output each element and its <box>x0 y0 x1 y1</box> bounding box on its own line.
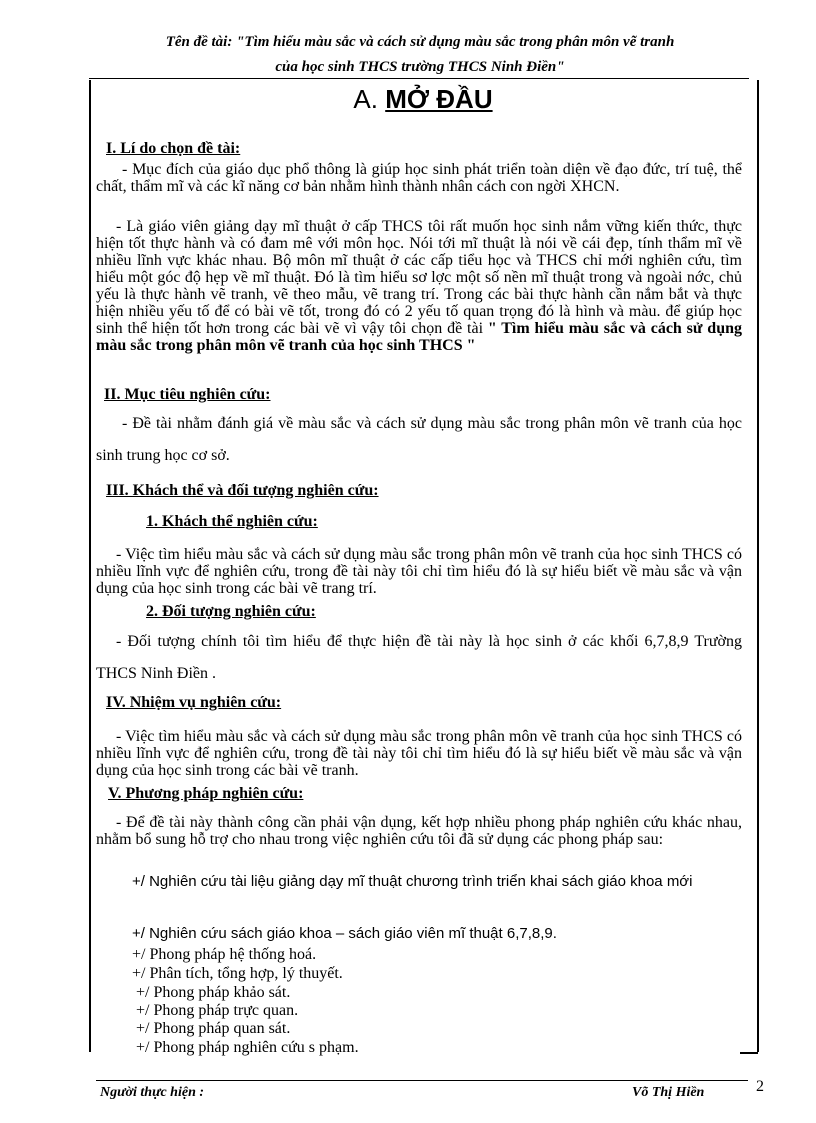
method-item-2: +/ Nghiên cứu sách giáo khoa – sách giáo viên mĩ thuật 6,7,8,9. <box>132 925 557 942</box>
section-2-heading: II. Mục tiêu nghiên cứu: <box>104 386 271 403</box>
section-1-topic-title: " Tìm hiểu màu sắc và cách sử dụng màu sắc trong phân môn vẽ tranh của học sinh THCS " <box>96 320 742 354</box>
section-2-paragraph: - Đề tài nhằm đánh giá về màu sắc và cách sử dụng màu sắc trong phân môn vẽ tranh của học sinh trung học cơ sở. <box>96 415 742 464</box>
footer-author-name: Võ Thị Hiền <box>632 1085 705 1100</box>
page-number: 2 <box>756 1078 764 1095</box>
method-item-4: +/ Phân tích, tổng hợp, lý thuyết. <box>132 965 343 982</box>
method-item-8: +/ Phong pháp nghiên cứu s phạm. <box>136 1039 359 1056</box>
section-3-paragraph-2: - Đối tượng chính tôi tìm hiểu để thực hiện đề tài này là học sinh ở các khối 6,7,8,9 Trường THCS Ninh Điền . <box>96 633 742 682</box>
section-5-heading: V. Phương pháp nghiên cứu: <box>108 785 304 802</box>
section-1-paragraph-2: - Là giáo viên giảng dạy mĩ thuật ở cấp THCS tôi rất muốn học sinh nắm vững kiến thức, thực hiện tốt thực hành và có đam mê với môn học. Nói tới mĩ thuật là nói về cái đẹp, tính thẩm mĩ về nhiều lĩnh vực khác nhau. Bộ môn mĩ thuật ở các cấp tiểu học và THCS chỉ mới nghiên cứu, tìm hiểu một góc độ hẹp về mĩ thuật. Đó là tìm hiểu sơ lợc một số nền mĩ thuật trong và ngoài nớc, chủ yếu là thực hành vẽ tranh, vẽ theo mẫu, vẽ trang trí. Trong các bài thực hành cần nắm bắt và thực hiện nhiều yếu tố để có bài vẽ tốt, trong đó có 2 yếu tố quan trọng đó là hình và màu. để giúp học sinh thể hiện tốt hơn trong các bài vẽ vì vậy tôi chọn đề tài " Tìm hiểu màu sắc và cách sử dụng màu sắc trong phân môn vẽ tranh của học sinh THCS " <box>96 218 742 354</box>
section-3-paragraph-1: - Việc tìm hiểu màu sắc và cách sử dụng màu sắc trong phân môn vẽ tranh của học sinh THCS có nhiều lĩnh vực để nghiên cứu, trong đề tài này tôi chỉ tìm hiểu đó là sự hiểu biết về màu sắc và vận dụng của học sinh trong các bài vẽ trang trí. <box>96 546 742 597</box>
footer-rule <box>96 1080 748 1081</box>
frame-left-border <box>89 80 91 1052</box>
page-title-prefix: A. <box>353 84 386 114</box>
page-title-main: MỞ ĐẦU <box>385 84 493 114</box>
method-item-1: +/ Nghiên cứu tài liệu giảng dạy mĩ thuật chương trình triển khai sách giáo khoa mới <box>132 873 693 890</box>
method-item-3: +/ Phong pháp hệ thống hoá. <box>132 946 317 963</box>
footer-author-label: Người thực hiện : <box>100 1085 205 1100</box>
section-4-heading: IV. Nhiệm vụ nghiên cứu: <box>106 694 282 711</box>
page-title <box>89 84 757 115</box>
section-3-sub-1: 1. Khách thể nghiên cứu: <box>146 513 318 530</box>
frame-right-border <box>757 80 759 1052</box>
section-1-heading: I. Lí do chọn đề tài: <box>106 140 241 157</box>
section-3-sub-2: 2. Đối tượng nghiên cứu: <box>146 603 316 620</box>
header-title-line-2: của học sinh THCS trường THCS Ninh Điền" <box>275 59 565 75</box>
section-1-paragraph-1: - Mục đích của giáo dục phổ thông là giúp học sinh phát triển toàn diện về đạo đức, trí tuệ, thể chất, thẩm mĩ và các kĩ năng cơ bản nhằm hình thành nhân cách con ngời XHCN. <box>96 161 742 195</box>
method-item-5: +/ Phong pháp khảo sát. <box>136 984 291 1001</box>
header-title-line-1: Tên đề tài: "Tìm hiểu màu sắc và cách sử dụng màu sắc trong phân môn vẽ tranh <box>165 34 675 50</box>
section-4-paragraph: - Việc tìm hiểu màu sắc và cách sử dụng màu sắc trong phân môn vẽ tranh của học sinh THCS có nhiều lĩnh vực để nghiên cứu, trong đề tài này tôi chỉ tìm hiểu đó là sự hiểu biết về màu sắc và vận dụng của học sinh trong các bài vẽ tranh. <box>96 728 742 779</box>
method-item-6: +/ Phong pháp trực quan. <box>136 1002 299 1019</box>
header-rule <box>89 78 749 79</box>
method-item-7: +/ Phong pháp quan sát. <box>136 1020 291 1037</box>
frame-bottom-corner <box>740 1052 758 1054</box>
section-5-intro: - Để đề tài này thành công cần phải vận dụng, kết hợp nhiều phong pháp nghiên cứu khác nhau, nhằm bổ sung hỗ trợ cho nhau trong việc nghiên cứu tôi đã sử dụng các phong pháp sau: <box>96 814 742 848</box>
section-3-heading: III. Khách thể và đối tượng nghiên cứu: <box>106 482 379 499</box>
